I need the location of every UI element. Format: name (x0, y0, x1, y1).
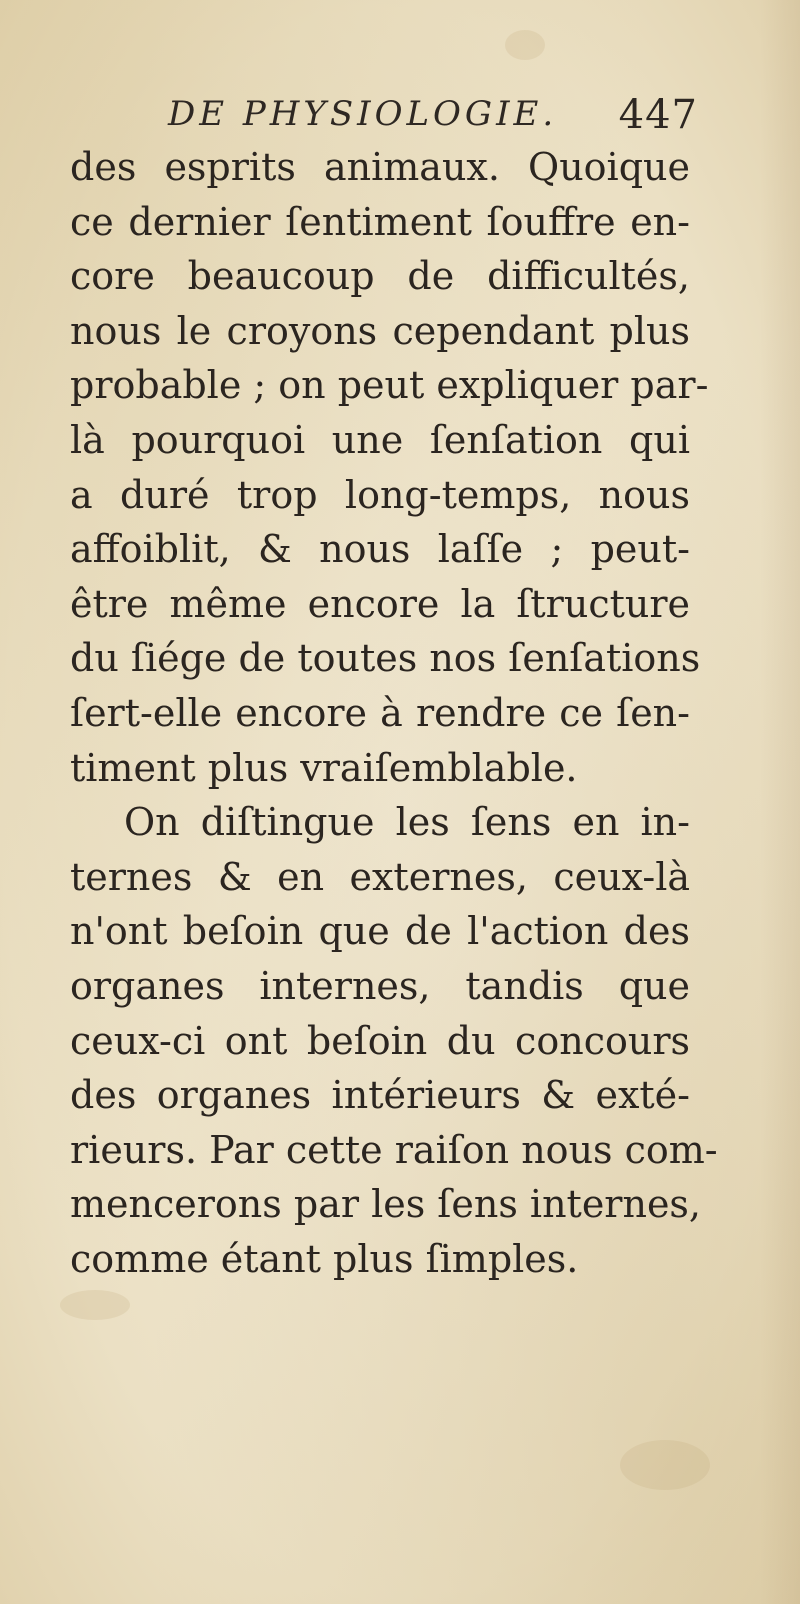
text-line: affoiblit, & nous laſſe ; peut- (70, 527, 690, 572)
text-line: des esprits animaux. Quoique (70, 145, 690, 189)
paragraph-end-line: timent plus vraiſemblable. (70, 745, 578, 790)
page-edge-shadow (760, 0, 800, 1604)
text-line: du ſiége de toutes nos ſenſations (70, 636, 701, 681)
paper-stain (505, 30, 545, 60)
paper-stain (620, 1440, 710, 1490)
text-line: nous le croyons cependant plus (70, 308, 690, 353)
page-number: 447 (618, 92, 698, 138)
text-line: ternes & en externes, ceux-là (70, 854, 690, 899)
text-line: là pourquoi une ſenſation qui (70, 417, 690, 462)
paragraph-start-line: On diſtingue les ſens en in- (124, 800, 690, 845)
page-header (168, 86, 708, 146)
text-line: organes internes, tandis que (70, 963, 690, 1008)
text-line: probable ; on peut expliquer par- (70, 363, 709, 408)
paragraph-end-line: comme étant plus ſimples. (70, 1236, 579, 1281)
text-line: être même encore la ſtructure (70, 581, 690, 626)
text-line: ce dernier ſentiment ſouffre en- (70, 199, 690, 244)
text-line: mencerons par les ſens internes, (70, 1182, 702, 1227)
text-line: des organes intérieurs & exté- (70, 1073, 690, 1118)
text-line: rieurs. Par cette raiſon nous com- (70, 1127, 718, 1172)
text-line: a duré trop long-temps, nous (70, 472, 690, 517)
body-text (70, 140, 718, 1286)
paper-stain (60, 1290, 130, 1320)
text-line: ſert-elle encore à rendre ce ſen- (70, 690, 690, 735)
text-line: core beaucoup de difficultés, (70, 254, 690, 299)
text-line: ceux-ci ont beſoin du concours (70, 1018, 690, 1063)
text-line: n'ont beſoin que de l'action des (70, 909, 690, 954)
running-title: DE PHYSIOLOGIE. (168, 94, 558, 134)
